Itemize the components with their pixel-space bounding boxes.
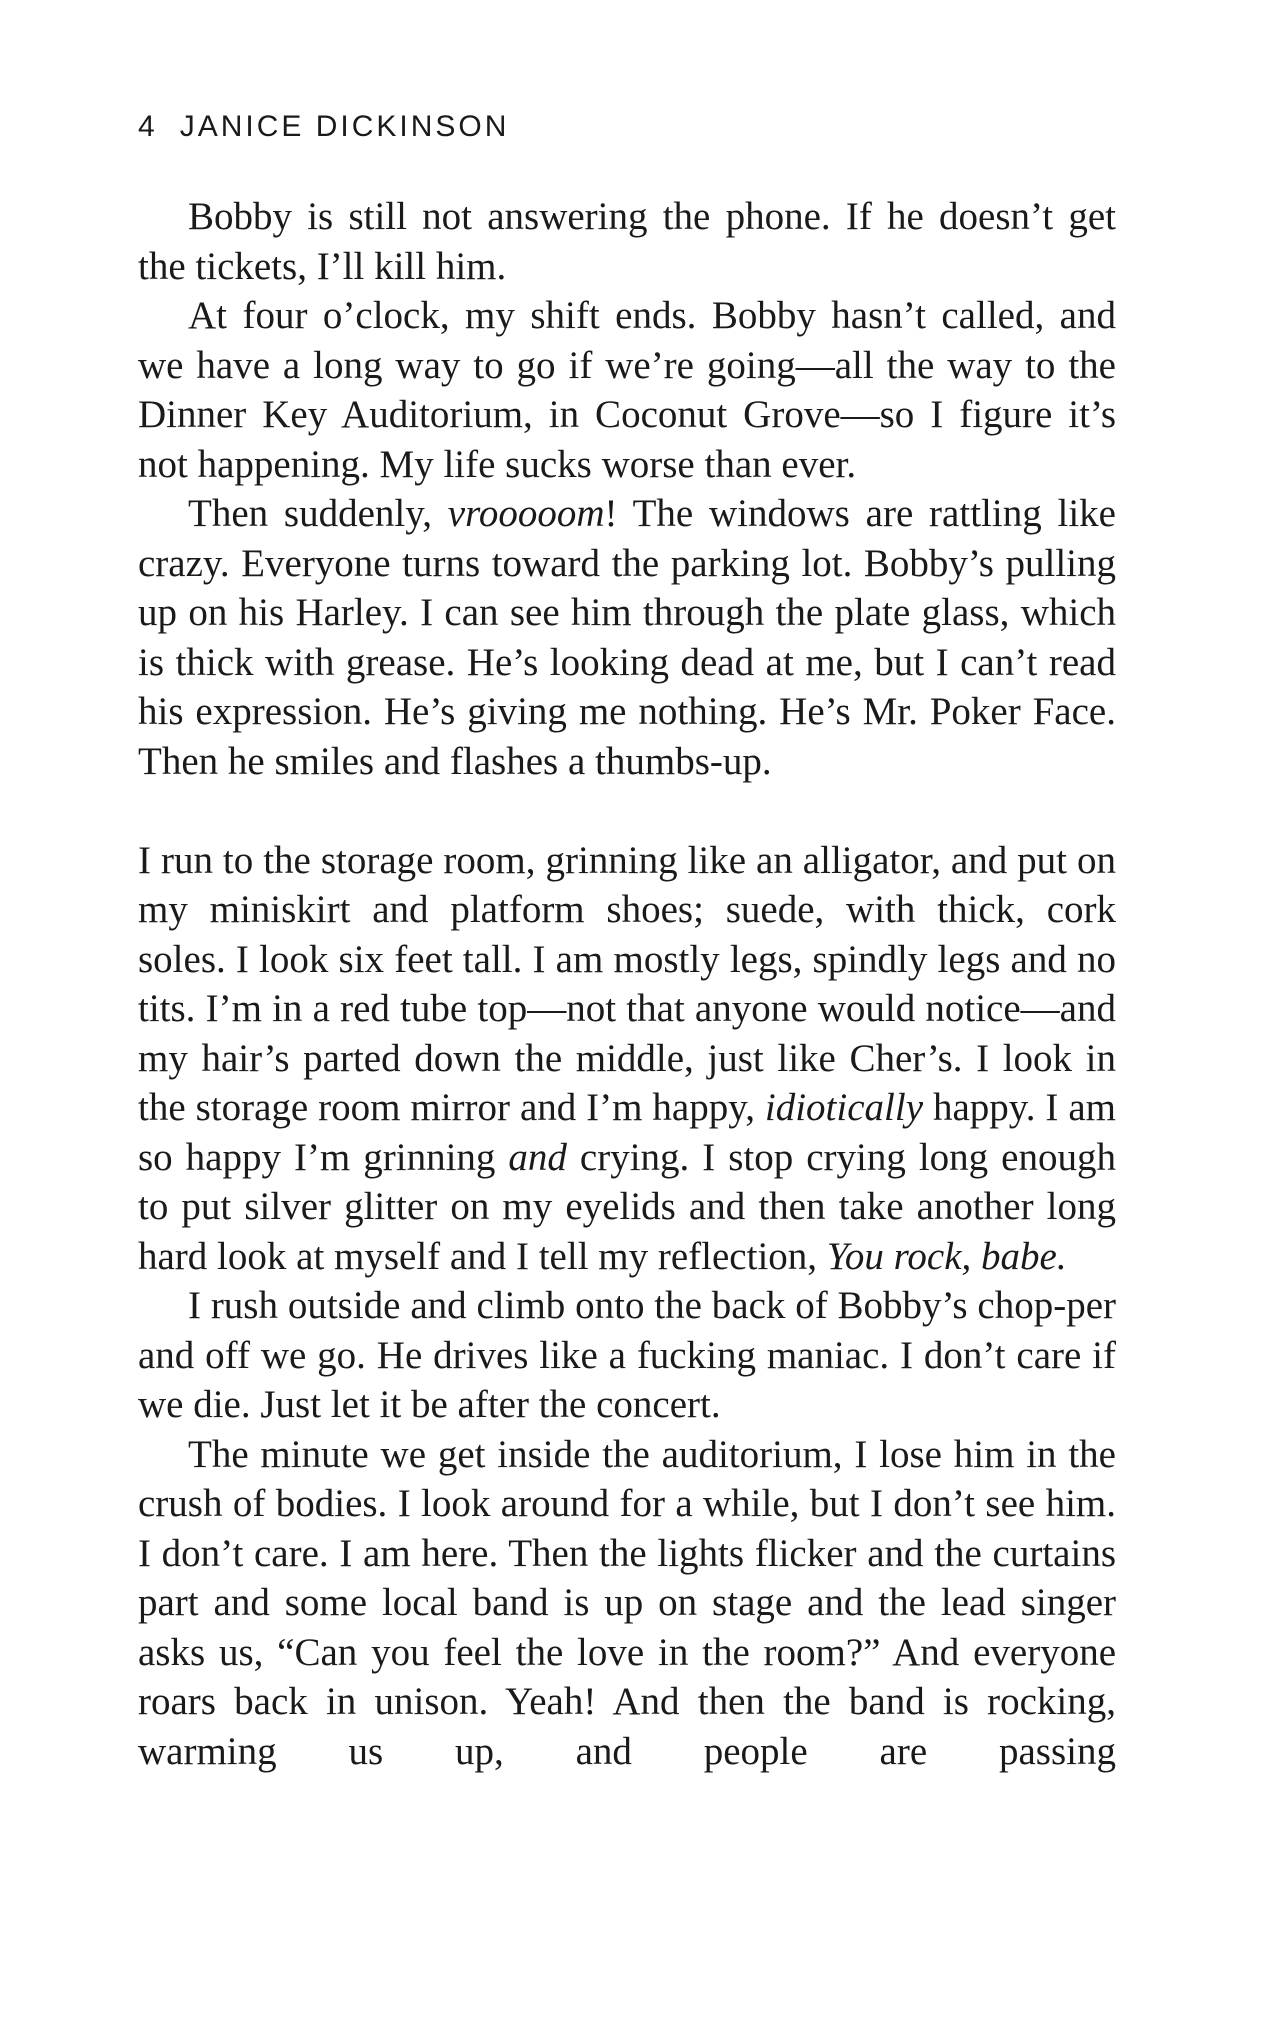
- paragraph-continues: [138, 1430, 1116, 1777]
- page-number: 4: [138, 110, 158, 143]
- paragraph: [138, 291, 1116, 489]
- paragraph: [138, 1281, 1116, 1430]
- italic-text-run: and: [508, 1135, 567, 1179]
- italic-text-run: idiotically: [764, 1086, 924, 1129]
- text-run: crying. I stop crying long enough to put silver glitter on my eyelids and then take another long hard look at myself and I tell my reflection,: [138, 1135, 1116, 1278]
- text-run: Then suddenly,: [188, 492, 448, 535]
- italic-text-run: vrooooom: [447, 492, 605, 535]
- text-run: I run to the storage room, grinning like an alligator, and put on my miniskirt and platform shoes; suede, with thick, cork soles. I look six feet tall. I am mostly legs, spindly legs and no tits. I’m in a red tube top—not that anyone would notice—and my hair’s parted down the middle, just like Cher’s. I look in the storage room mirror and I’m happy,: [138, 838, 1116, 1129]
- text-run: At four o’clock, my shift ends. Bobby hasn’t called, and we have a long way to go if we’re going—all the way to the Dinner Key Auditorium, in Coconut Grove—so I figure it’s not happening. My life sucks worse than ever.: [138, 294, 1116, 486]
- paragraph: [138, 489, 1116, 786]
- text-run: Bobby is still not answering the phone. If he doesn’t get the tickets, I’ll kill him.: [138, 195, 1116, 288]
- text-run: The minute we get inside the auditorium, I lose him in the crush of bodies. I look around for a while, but I don’t see him. I don’t care. I am here. Then the lights flicker and the curtains part and some local band is up on stage and the lead singer asks us, “Can you feel the love in the room?” And everyone roars back in unison. Yeah! And then the band is rocking, warming us up, and people are passing: [138, 1432, 1116, 1773]
- paragraph-section-start: [138, 836, 1116, 1282]
- running-head: [138, 112, 509, 142]
- paragraph: [138, 192, 1116, 291]
- body-text: [138, 192, 1116, 1776]
- author-name: JANICE DICKINSON: [179, 110, 510, 143]
- italic-text-run: You rock, babe.: [826, 1234, 1067, 1278]
- text-run: happy. I am so happy I’m grinning: [138, 1086, 1116, 1179]
- text-run: I rush outside and climb onto the back of Bobby’s chop-per and off we go. He drives like a fucking maniac. I don’t care if we die. Just let it be after the concert.: [138, 1284, 1116, 1426]
- text-run: ! The windows are rattling like crazy. Everyone turns toward the parking lot. Bobby’s pulling up on his Harley. I can see him through the plate glass, which is thick with grease. He’s looking dead at me, but I can’t read his expression. He’s giving me nothing. He’s Mr. Poker Face. Then he smiles and flashes a thumbs-up.: [138, 492, 1116, 783]
